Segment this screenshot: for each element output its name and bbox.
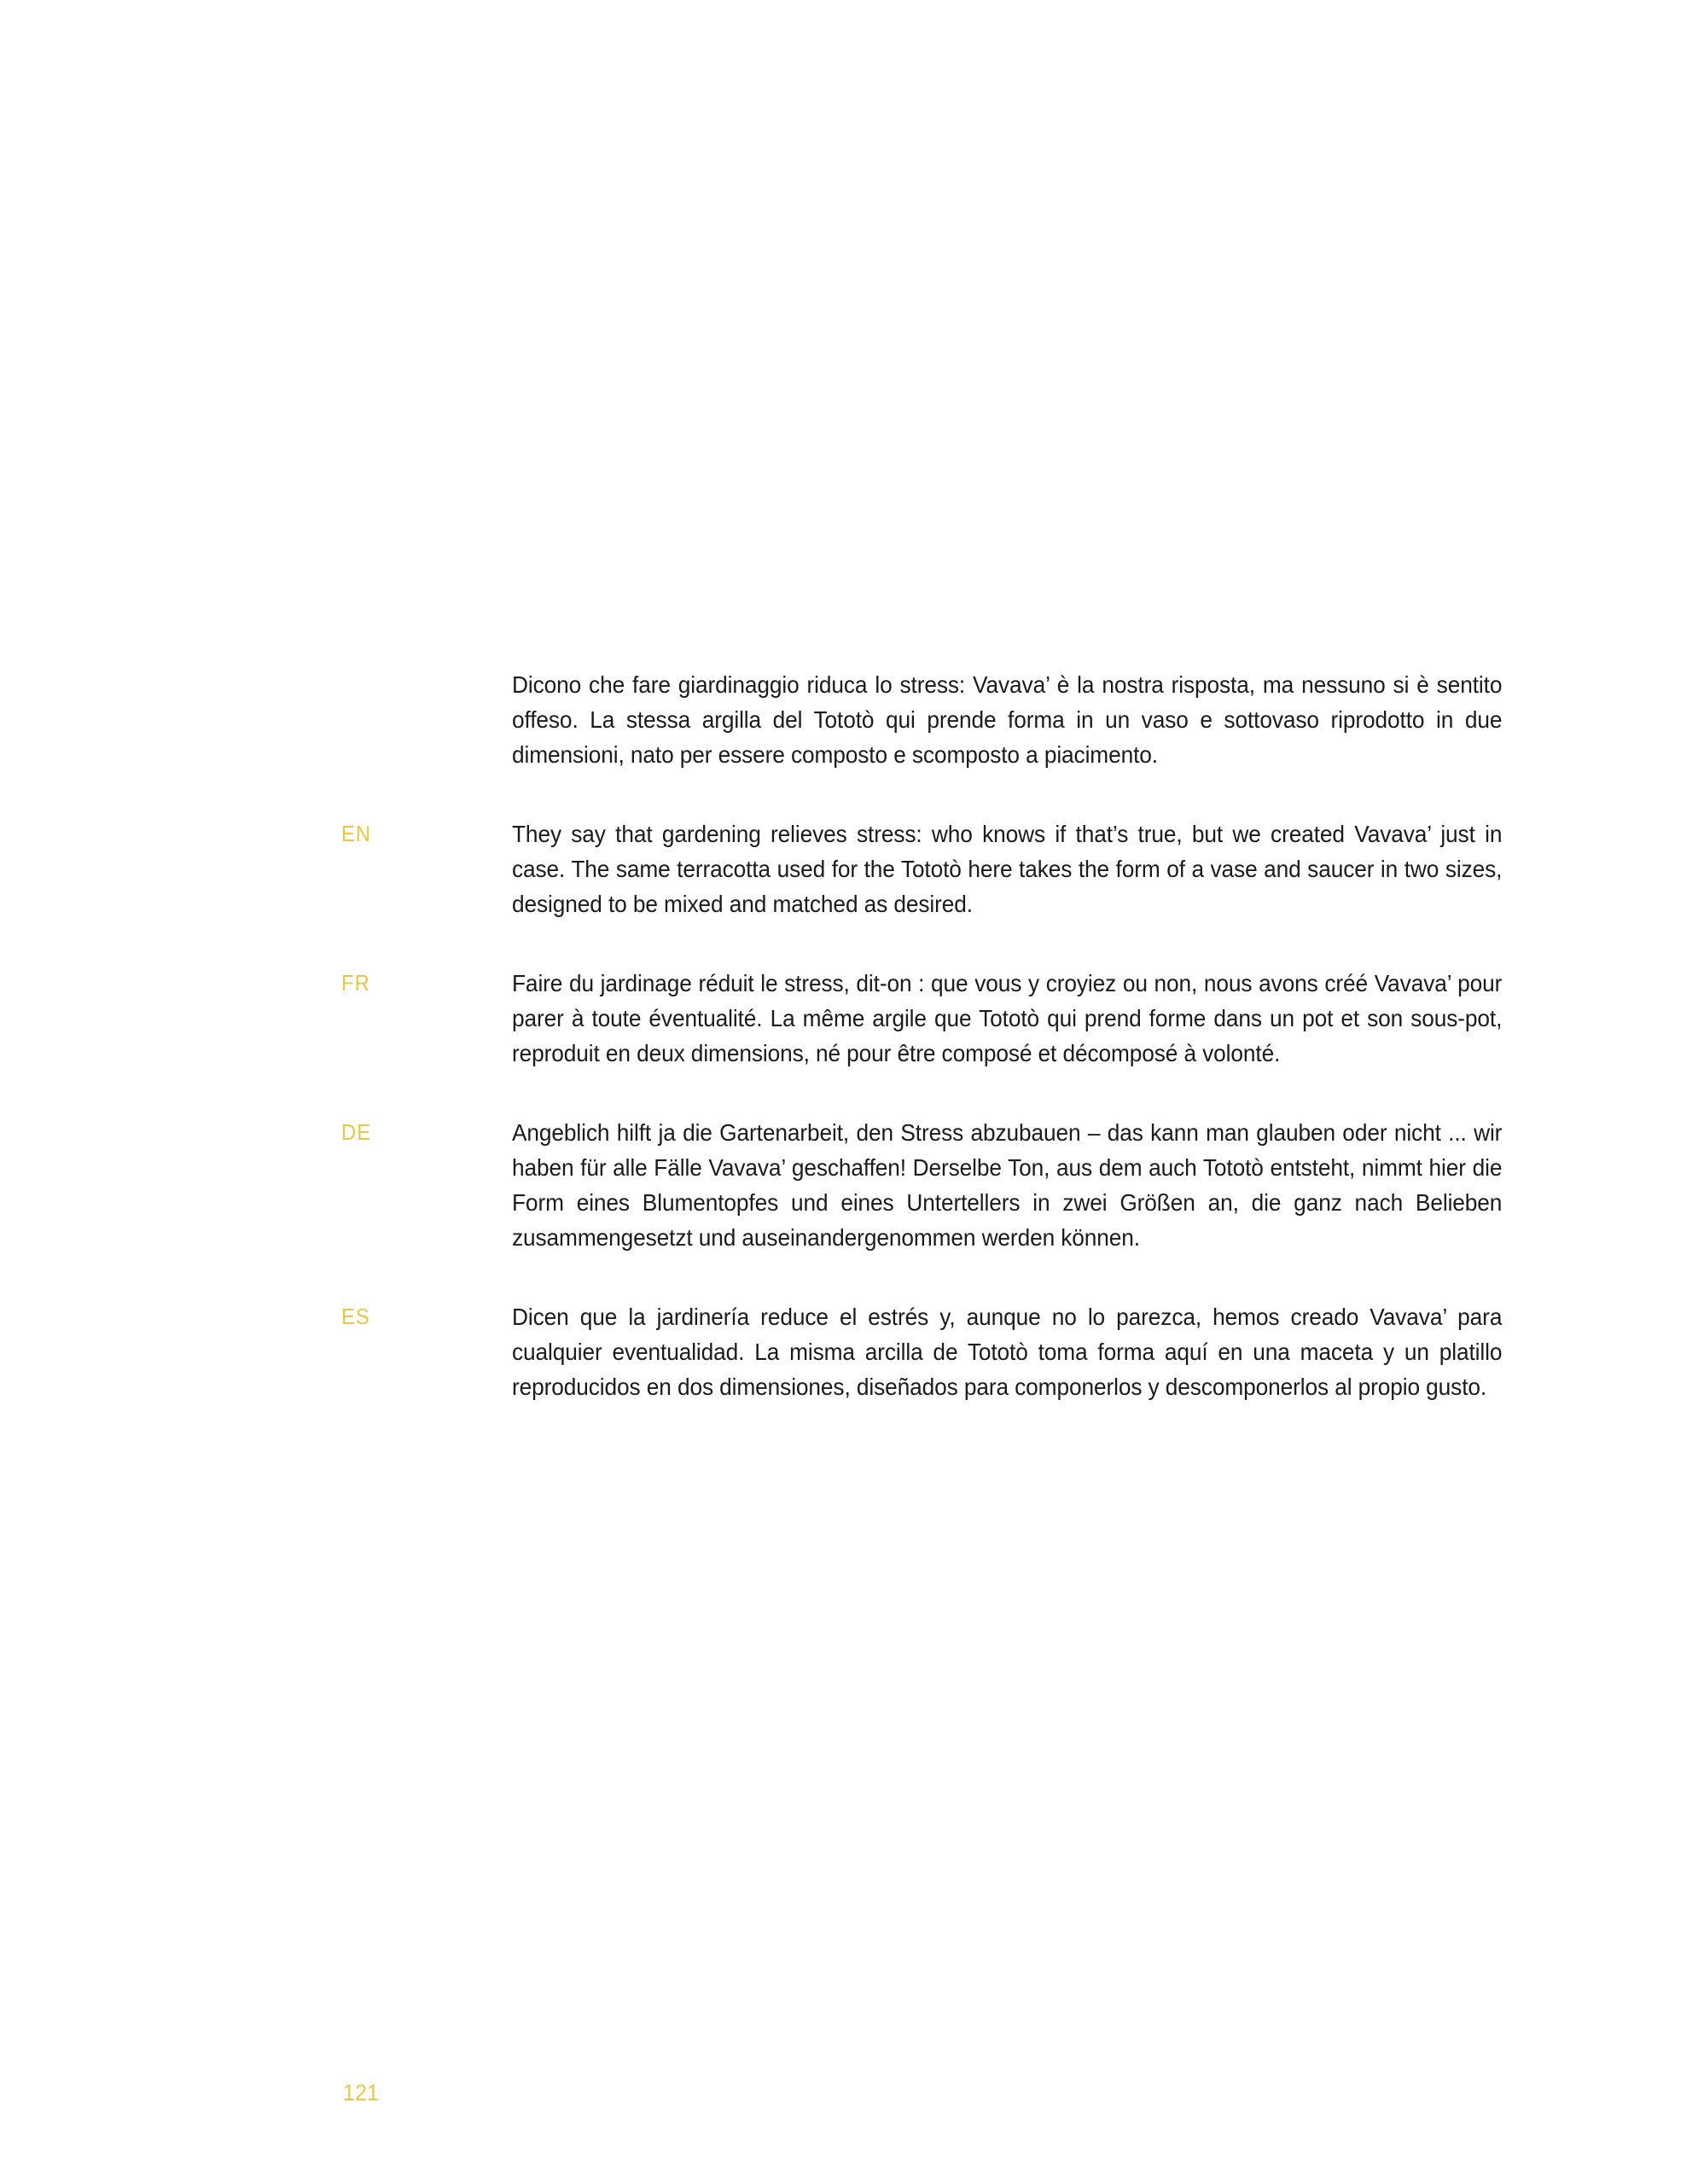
language-entry-en	[341, 816, 1553, 921]
language-entry-it	[341, 667, 1553, 772]
language-tag-es: ES	[341, 1304, 370, 1329]
language-tag-de: DE	[341, 1119, 372, 1145]
description-text-de: Angeblich hilft ja die Gartenarbeit, den Stress abzubauen – das kann man glauben oder nicht ... wir haben für alle Fälle Vavava’ geschaffen! Derselbe Ton, aus dem auch Tototò entsteht, nimmt hier die Form eines Blumentopfes und eines Untertellers in zwei Größen an, die ganz nach Belieben zusammengesetzt und auseinandergenommen werden können.	[512, 1119, 1503, 1251]
description-text-it: Dicono che fare giardinaggio riduca lo stress: Vavava’ è la nostra risposta, ma nessuno si è sentito offeso. La stessa argilla del Tototò qui prende forma in un vaso e sottovaso riprodotto in due dimensioni, nato per essere composto e scomposto a piacimento.	[512, 671, 1503, 768]
language-entry-fr	[341, 966, 1553, 1071]
description-text-fr: Faire du jardinage réduit le stress, dit-on : que vous y croyiez ou non, nous avons créé Vavava’ pour parer à toute éventualité. La même argile que Tototò qui prend forme dans un pot et son sous-pot, reproduit en deux dimensions, né pour être composé et décomposé à volonté.	[512, 970, 1503, 1066]
language-entry-de	[341, 1115, 1553, 1255]
description-text-en: They say that gardening relieves stress: who knows if that’s true, but we created Vavava’ just in case. The same terracotta used for the Tototò here takes the form of a vase and saucer in two sizes, designed to be mixed and matched as desired.	[512, 821, 1503, 917]
multilingual-description-block	[341, 667, 1553, 1404]
language-tag-en: EN	[341, 821, 372, 846]
page-number: 121	[343, 2080, 380, 2106]
language-tag-fr: FR	[341, 970, 370, 996]
language-entry-es	[341, 1299, 1553, 1404]
description-text-es: Dicen que la jardinería reduce el estrés y, aunque no lo parezca, hemos creado Vavava’ para cualquier eventualidad. La misma arcilla de Tototò toma forma aquí en una maceta y un platillo reproducidos en dos dimensiones, diseñados para componerlos y descomponerlos al propio gusto.	[512, 1304, 1503, 1400]
